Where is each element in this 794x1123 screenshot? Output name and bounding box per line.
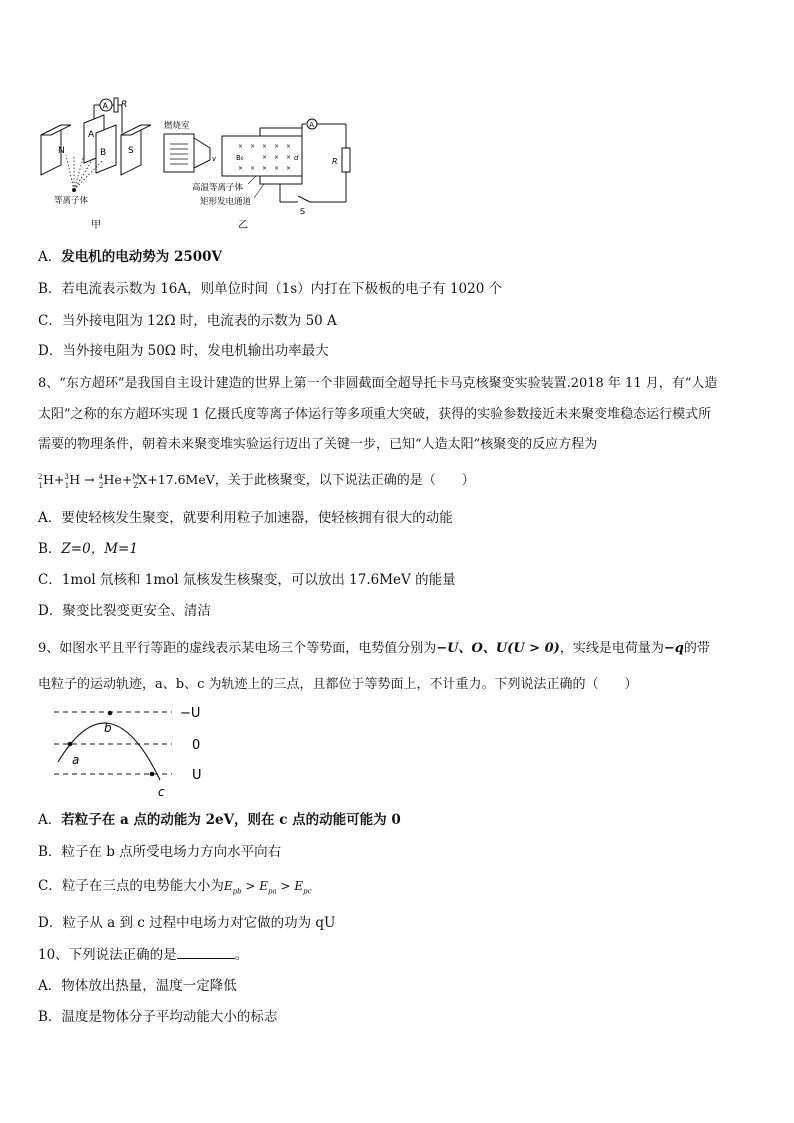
d-label: d bbox=[294, 154, 299, 162]
q9-stem-line1: 9、如图水平且平行等距的虚线表示某电场三个等势面，电势值分别为−U、O、U(U > 0)，实线是电荷量为−q的带 bbox=[38, 641, 710, 656]
q10-option-a: A．物体放出热量，温度一定降低 bbox=[38, 978, 237, 994]
potential-values: −U、O、U(U > 0) bbox=[436, 641, 560, 656]
svg-text:×: × bbox=[274, 143, 280, 150]
svg-text:×: × bbox=[286, 154, 292, 161]
svg-text:×: × bbox=[238, 165, 244, 172]
q8-option-d: D．聚变比裂变更安全、清洁 bbox=[38, 603, 211, 619]
plasma-label-yi: 高温等离子体 bbox=[192, 183, 244, 193]
q8-stem-line1: 8、“东方超环”是我国自主设计建造的世界上第一个非圆截面全超导托卡马克核聚变实验装置.2018 年 11 月，有“人造 bbox=[38, 376, 718, 391]
q7-option-a: A．发电机的电动势为 2500V bbox=[38, 249, 222, 265]
svg-text:×: × bbox=[238, 143, 244, 150]
ammeter-label-jia: A bbox=[102, 101, 108, 111]
q8-option-c: C．1mol 氘核和 1mol 氚核发生核聚变，可以放出 17.6MeV 的能量 bbox=[38, 572, 456, 588]
q9-option-c: C．粒子在三点的电势能大小为$E_{pb} > E_{pa} > E_{pc}$ bbox=[38, 878, 312, 896]
plasma-label-jia: 等离子体 bbox=[54, 196, 89, 206]
q8-equation-line: $^2_1$H+$^3_1$H → $^4_2$He+$^M_Z$X+17.6MeV，关于此核聚变，以下说法正确的是（ ） bbox=[38, 472, 475, 490]
channel-label: 矩形发电通道 bbox=[200, 197, 252, 207]
q9-option-a: A．若粒子在 a 点的动能为 2eV，则在 c 点的动能可能为 0 bbox=[38, 812, 401, 828]
plate-a-label: A bbox=[88, 130, 95, 140]
figure-yi bbox=[160, 118, 360, 236]
plate-b-label: B bbox=[100, 148, 107, 158]
point-b-label: b bbox=[104, 721, 112, 735]
potential-energy-inequality: $E_{pb} > E_{pa} > E_{pc}$ bbox=[223, 879, 312, 896]
q9-stem-line2: 电粒子的运动轨迹，a、b、c 为轨迹上的三点，且都位于等势面上，不计重力。下列说法正确的（ ） bbox=[38, 677, 638, 692]
q10-option-b: B．温度是物体分子平均动能大小的标志 bbox=[38, 1009, 278, 1025]
svg-text:×: × bbox=[274, 154, 280, 161]
q9-option-b: B．粒子在 b 点所受电场力方向水平向右 bbox=[38, 844, 282, 860]
pole-n-label: N bbox=[58, 146, 65, 156]
q7-option-c: C．当外接电阻为 12Ω 时，电流表的示数为 50 A bbox=[38, 313, 337, 329]
q9-figure bbox=[48, 700, 228, 800]
q8-option-a: A．要使轻核发生聚变，就要利用粒子加速器，使轻核拥有很大的动能 bbox=[38, 510, 453, 526]
q7-option-b: B．若电流表示数为 16A，则单位时间（1s）内打在下极板的电子有 1020 个 bbox=[38, 281, 503, 297]
pole-s-label: S bbox=[128, 146, 134, 156]
q7-option-d: D．当外接电阻为 50Ω 时，发电机输出功率最大 bbox=[38, 343, 329, 359]
figure-jia-caption: 甲 bbox=[91, 220, 101, 231]
potential-top-label: −U bbox=[180, 706, 201, 721]
resistor-label-jia: R bbox=[121, 100, 128, 110]
velocity-label: v bbox=[212, 155, 217, 163]
q8-option-b: B．Z=0，M=1 bbox=[38, 541, 138, 557]
ammeter-label-yi: A bbox=[309, 121, 315, 129]
figure-jia bbox=[36, 95, 166, 235]
svg-text:×: × bbox=[262, 154, 268, 161]
point-c-label: c bbox=[158, 785, 165, 799]
svg-text:×: × bbox=[250, 143, 256, 150]
r-label-yi: R bbox=[332, 157, 338, 166]
q10-stem: 10、下列说法正确的是 。 bbox=[38, 947, 249, 963]
fusion-equation: $^2_1$H+$^3_1$H → $^4_2$He+$^M_Z$X+17.6MeV bbox=[38, 472, 215, 490]
b0-label: B₀ bbox=[236, 154, 244, 162]
svg-text:×: × bbox=[262, 143, 268, 150]
q9-option-d: D．粒子从 a 到 c 过程中电场力对它做的功为 qU bbox=[38, 915, 336, 931]
switch-label: S bbox=[300, 207, 306, 216]
potential-bottom-label: U bbox=[192, 768, 202, 783]
q8-stem-line3: 需要的物理条件，朝着未来聚变堆实验运行迈出了关键一步，已知“人造太阳”核聚变的反应方程为 bbox=[38, 437, 598, 452]
point-a-label: a bbox=[72, 753, 80, 767]
potential-mid-label: 0 bbox=[192, 738, 201, 753]
svg-text:×: × bbox=[250, 165, 256, 172]
svg-text:×: × bbox=[262, 165, 268, 172]
answer-blank bbox=[177, 946, 235, 959]
svg-text:×: × bbox=[286, 143, 292, 150]
q8-stem-line2: 太阳”之称的东方超环实现 1 亿摄氏度等离子体运行等多项重大突破，获得的实验参数接近未来聚变堆稳态运行模式所 bbox=[38, 407, 712, 422]
svg-text:×: × bbox=[274, 165, 280, 172]
figure-yi-caption: 乙 bbox=[238, 220, 248, 231]
charge-symbol: −q bbox=[663, 641, 684, 656]
svg-text:×: × bbox=[286, 165, 292, 172]
combustion-label: 燃烧室 bbox=[164, 121, 190, 131]
